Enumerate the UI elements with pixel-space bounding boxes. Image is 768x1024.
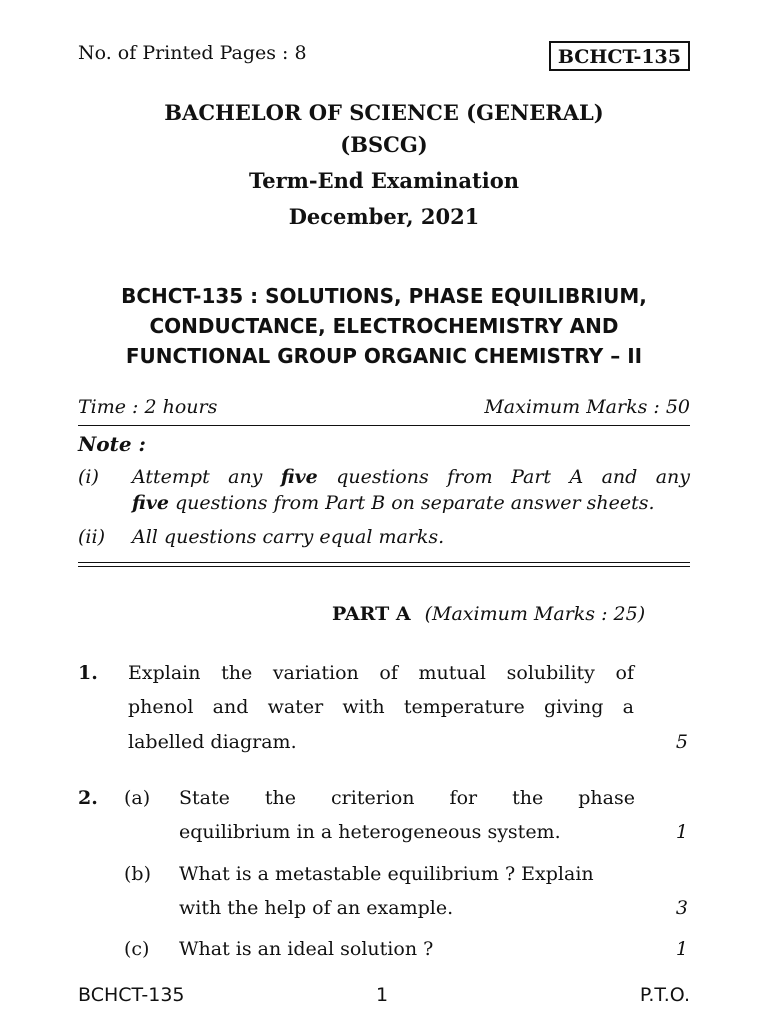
note-item-1-line-2: [132, 492, 690, 514]
exam-date: December, 2021: [288, 204, 480, 229]
note-item-number: (i): [78, 466, 99, 488]
course-code-box: BCHCT-135: [549, 41, 690, 71]
note-emphasis: five: [132, 492, 169, 514]
question-2b-line-1: What is a metastable equilibrium ? Explain: [179, 863, 594, 885]
footer-pto: P.T.O.: [639, 984, 690, 1006]
note-item-2: All questions carry equal marks.: [132, 526, 445, 548]
question-number: 2.: [78, 787, 98, 809]
question-marks: 1: [675, 821, 688, 843]
note-item-1-line-1: [132, 466, 690, 488]
question-number: 1.: [78, 662, 98, 684]
subpart-label: (c): [124, 938, 150, 960]
question-2a-line-2: equilibrium in a heterogeneous system.: [179, 821, 561, 843]
question-marks: 5: [675, 731, 688, 753]
note-text: questions from Part B on separate answer sheets.: [175, 492, 655, 514]
question-2b-line-2: with the help of an example.: [179, 897, 454, 919]
note-emphasis: five: [280, 466, 318, 488]
printed-pages-count: No. of Printed Pages : 8: [78, 42, 307, 64]
subpart-label: (b): [124, 863, 151, 885]
footer-course-code: BCHCT-135: [78, 984, 185, 1006]
question-1-line-3: labelled diagram.: [128, 731, 297, 753]
degree-title: BACHELOR OF SCIENCE (GENERAL): [164, 100, 604, 125]
subject-line-3: FUNCTIONAL GROUP ORGANIC CHEMISTRY – II: [125, 344, 643, 368]
part-a-title: PART A: [332, 603, 411, 625]
divider: [78, 425, 690, 426]
question-marks: 3: [675, 897, 688, 919]
note-item-number: (ii): [78, 526, 105, 548]
part-a-marks: (Maximum Marks : 25): [424, 603, 646, 625]
part-a-heading: [332, 603, 645, 625]
degree-abbrev: (BSCG): [340, 132, 428, 157]
question-marks: 1: [675, 938, 688, 960]
footer-page-number: 1: [376, 984, 389, 1006]
maximum-marks: Maximum Marks : 50: [484, 396, 690, 418]
note-label: Note :: [78, 432, 146, 456]
note-text: questions from Part A and any: [336, 466, 690, 488]
note-text: Attempt any: [132, 466, 263, 488]
subpart-label: (a): [124, 787, 151, 809]
question-1-line-2: phenol and water with temperature giving a: [128, 696, 634, 718]
subject-line-2: CONDUCTANCE, ELECTROCHEMISTRY AND: [149, 314, 619, 338]
divider: [78, 566, 690, 567]
question-2c-line-1: What is an ideal solution ?: [179, 938, 434, 960]
exam-time: Time : 2 hours: [78, 396, 218, 418]
divider: [78, 562, 690, 563]
subject-line-1: BCHCT-135 : SOLUTIONS, PHASE EQUILIBRIUM,: [121, 284, 647, 308]
question-2a-line-1: State the criterion for the phase: [179, 787, 635, 809]
exam-name: Term-End Examination: [248, 168, 519, 193]
question-1-line-1: Explain the variation of mutual solubility of: [128, 662, 634, 684]
